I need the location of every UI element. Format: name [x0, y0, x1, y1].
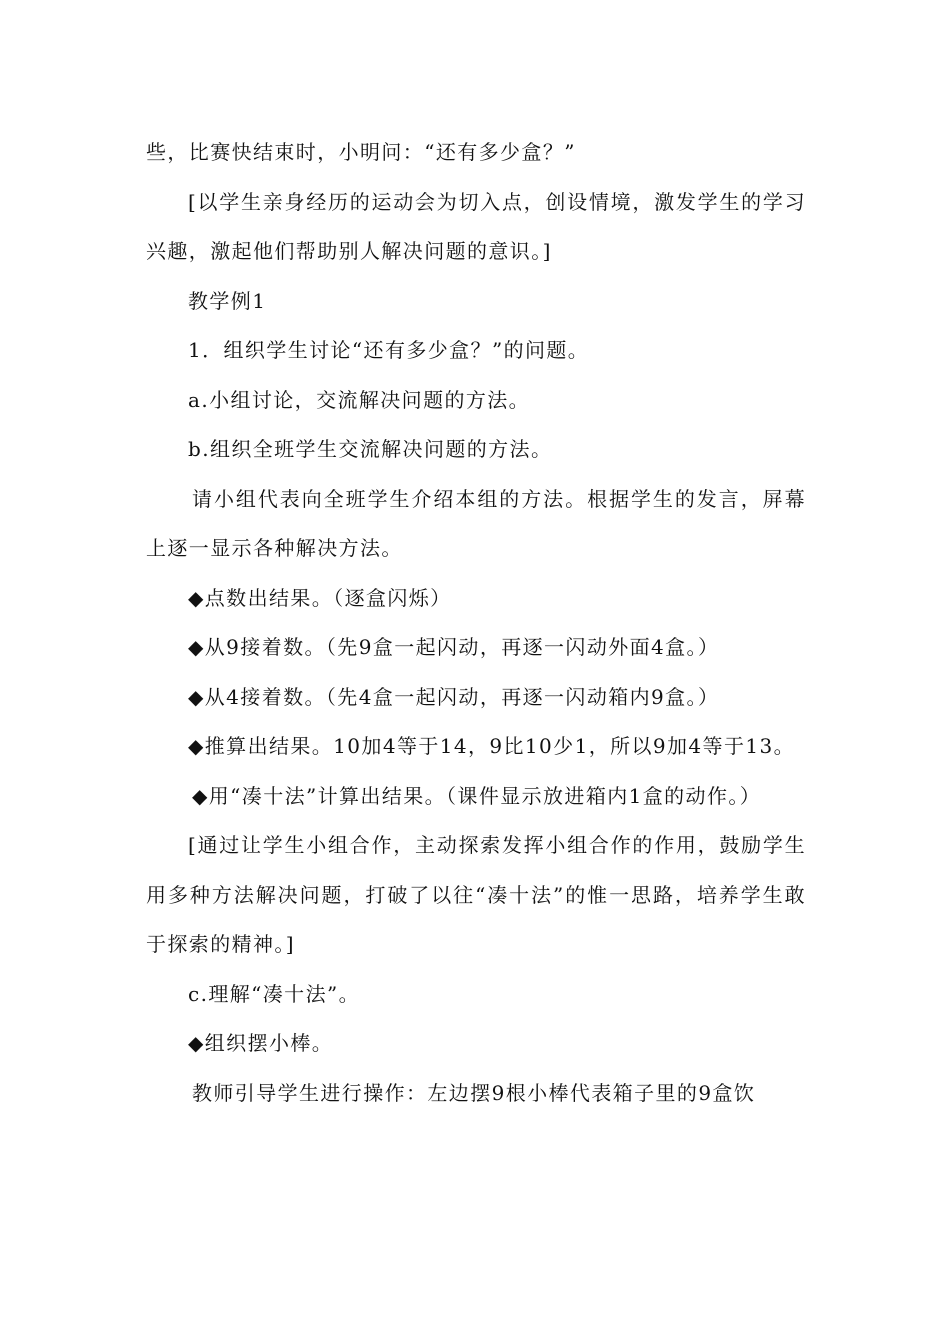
paragraph-sticks: ◆组织摆小棒。	[188, 1031, 334, 1055]
paragraph-annotation-cooperation: [通过让学生小组合作，主动探索发挥小组合作的作用，鼓励学生用多种方法解决问题，打破了以往“凑十法”的惟一思路，培养学生敢于探索的精神。]	[146, 833, 806, 956]
paragraph-method-from-9: ◆从9接着数。（先9盒一起闪动，再逐一闪动外面4盒。）	[188, 635, 720, 659]
document-body	[146, 128, 806, 1118]
paragraph-method-infer: ◆推算出结果。10加4等于14，9比10少1，所以9加4等于13。	[188, 734, 796, 758]
paragraph-method-make-ten: ◆用“凑十法”计算出结果。（课件显示放进箱内1盒的动作。）	[192, 783, 762, 808]
paragraph-step-a: a.小组讨论，交流解决问题的方法。	[188, 387, 531, 412]
paragraph-step-b: b.组织全班学生交流解决问题的方法。	[188, 437, 553, 461]
paragraph-step-1: 1．组织学生讨论“还有多少盒？”的问题。	[188, 338, 590, 362]
paragraph-annotation-intro: [以学生亲身经历的运动会为切入点，创设情境，激发学生的学习兴趣，激起他们帮助别人解决问题的意识。]	[146, 189, 806, 263]
paragraph-heading-example: 教学例1	[188, 288, 267, 313]
paragraph-continuation: 些，比赛快结束时，小明问：“还有多少盒？”	[146, 140, 576, 164]
paragraph-group-report: 请小组代表向全班学生介绍本组的方法。根据学生的发言，屏幕上逐一显示各种解决方法。	[146, 486, 806, 560]
paragraph-teacher-guide: 教师引导学生进行操作：左边摆9根小棒代表箱子里的9盒饮	[192, 1080, 756, 1105]
paragraph-method-from-4: ◆从4接着数。（先4盒一起闪动，再逐一闪动箱内9盒。）	[188, 684, 720, 709]
paragraph-method-count: ◆点数出结果。（逐盒闪烁）	[188, 585, 452, 610]
paragraph-step-c: c.理解“凑十法”。	[188, 981, 361, 1006]
